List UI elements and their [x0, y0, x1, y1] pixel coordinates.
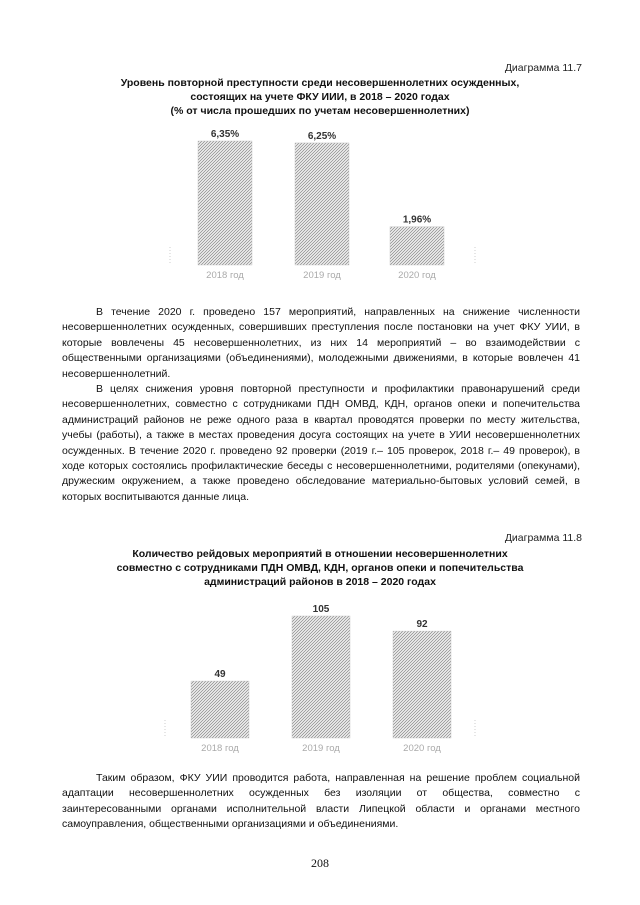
chart1-title-line: Уровень повторной преступности среди несовершеннолетних осужденных,	[120, 77, 520, 89]
chart2-title-line: совместно с сотрудниками ПДН ОМВД, КДН, органов опеки и попечительства	[116, 562, 524, 574]
chart2-title	[0, 547, 640, 589]
data-label: 92	[416, 619, 428, 631]
bar	[292, 616, 350, 738]
chart1-title	[0, 76, 640, 118]
x-tick-label: 2019 год	[302, 743, 340, 754]
x-tick-label: 2018 год	[201, 743, 239, 754]
bar	[390, 227, 444, 265]
body-text-2	[62, 771, 580, 833]
bar	[198, 141, 252, 265]
paragraph: В целях снижения уровня повторной преступности и профилактики правонарушений среди несовершеннолетних, совместно с сотрудниками ПДН ОМВД, КДН, органов опеки и попечительства администраций районов не реже одного раза в квартал проводятся проверки по месту жительства, учебы (работы), а также в местах проведения досуга состоящих на учете в УИИ несовершеннолетних осужденных. В течение 2020 г. проведено 92 проверки (2019 г.– 105 проверок, 2018 г.– 49 проверок), в ходе которых состоялись профилактические беседы с несовершеннолетними, родителями (опекунами), дружеским окружением, а также проведено обследование материально-бытовых условий семей, в которых воспитываются данные лица.	[62, 383, 580, 503]
chart2	[0, 596, 640, 766]
x-tick-label: 2018 год	[206, 270, 244, 281]
chart1-title-line: (% от числа прошедших по учетам несовершеннолетних)	[170, 105, 470, 117]
data-label: 6,35%	[210, 129, 240, 140]
chart2-title-line: администраций районов в 2018 – 2020 годах	[204, 576, 436, 588]
body-text-1	[62, 305, 580, 505]
data-label: 6,25%	[307, 130, 337, 142]
data-label: 1,96%	[402, 214, 432, 226]
paragraph: Таким образом, ФКУ УИИ проводится работа, направленная на решение проблем социальной адаптации несовершеннолетних осужденных без изоляции от общества, совместно с заинтересованными органами исполнительной власти Липецкой области и органами местного самоуправления, общественными организациями и объединениями.	[62, 772, 580, 831]
data-label: 49	[214, 669, 226, 681]
chart1-caption: Диаграмма 11.7	[504, 62, 582, 74]
paragraph: В течение 2020 г. проведено 157 мероприятий, направленных на снижение численности несовершеннолетних осужденных, совершивших преступления после постановки на учет ФКУ УИИ, в которые вовлечены 45 несовершеннолетних, из них 14 мероприятий – во взаимодействии с общественными организациями (объединениями), молодежными движениями, в которые вовлечен 41 несовершеннолетний.	[62, 306, 580, 380]
chart1	[0, 118, 640, 298]
chart2-caption: Диаграмма 11.8	[504, 532, 582, 544]
bar	[295, 143, 349, 265]
page-number: 208	[311, 856, 329, 870]
x-tick-label: 2020 год	[403, 743, 441, 754]
chart2-title-line: Количество рейдовых мероприятий в отношении несовершеннолетних	[132, 548, 508, 560]
x-tick-label: 2019 год	[303, 270, 341, 281]
data-label: 105	[312, 604, 330, 615]
x-tick-label: 2020 год	[398, 270, 436, 281]
bar	[191, 681, 249, 738]
chart1-title-line: состоящих на учете ФКУ ИИИ, в 2018 – 2020 годах	[190, 91, 450, 103]
bar	[393, 631, 451, 738]
